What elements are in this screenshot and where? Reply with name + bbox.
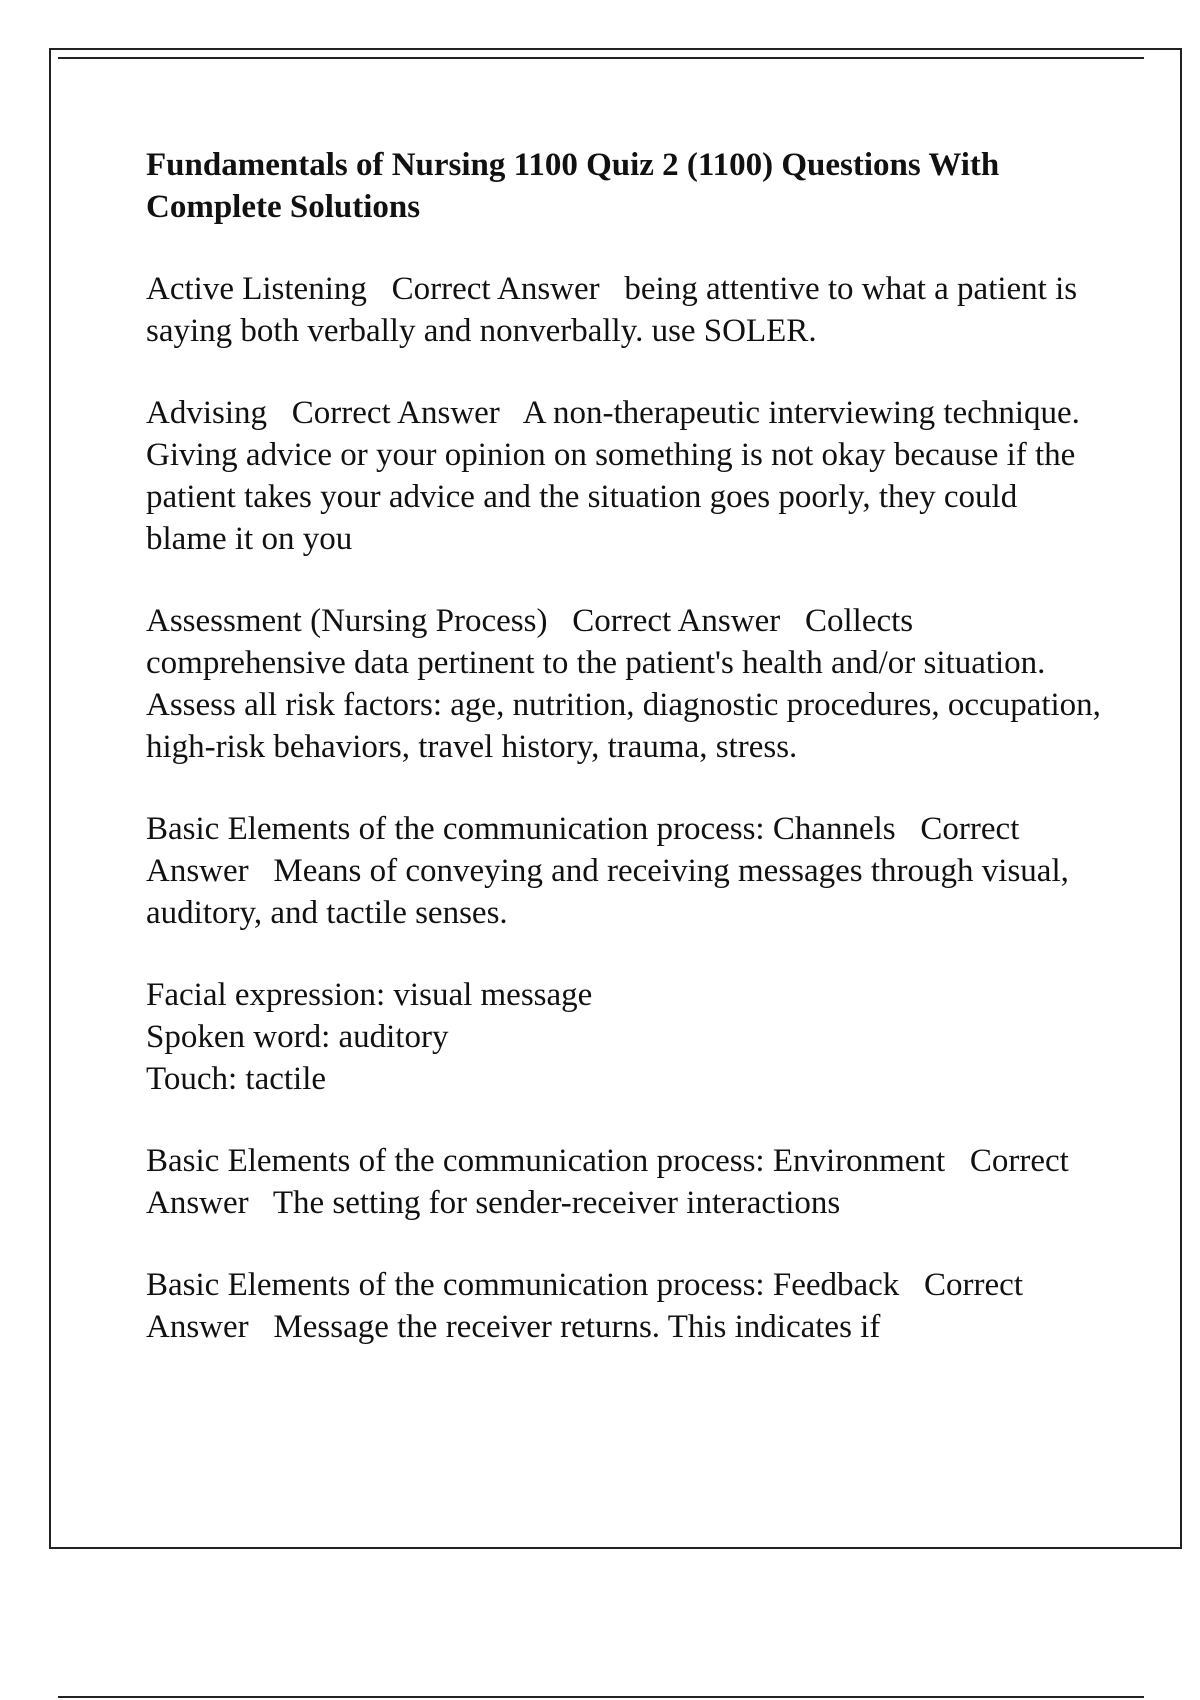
entry-active-listening	[146, 268, 1106, 352]
example-line: Facial expression: visual message	[146, 977, 593, 1013]
entry-answer: Collects comprehensive data pertinent to the patient's health and/or situation. Assess all risk factors: age, nutrition, diagnostic procedures, occupation, high-risk behaviors, travel history, trauma, stress.	[146, 603, 1110, 765]
entry-answer: A non-therapeutic interviewing technique. Giving advice or your opinion on something is not okay because if the patient takes your advice and the situation goes poorly, they could blame it on you	[146, 395, 1089, 557]
entry-term: Basic Elements of the communication process: Channels	[146, 811, 896, 847]
entry-channel-examples	[146, 974, 1106, 1100]
entry-assessment	[146, 600, 1110, 768]
answer-label: Correct Answer	[391, 271, 600, 307]
bottom-rule	[58, 1696, 1144, 1698]
document-title: Fundamentals of Nursing 1100 Quiz 2 (1100) Questions With Complete Solutions	[146, 147, 1000, 225]
entry-channels	[146, 808, 1106, 934]
entry-environment	[146, 1140, 1106, 1224]
answer-label: Correct Answer	[572, 603, 781, 639]
entry-advising	[146, 392, 1106, 560]
entry-term: Advising	[146, 395, 268, 431]
example-line: Spoken word: auditory	[146, 1019, 449, 1055]
entry-term: Assessment (Nursing Process)	[146, 603, 548, 639]
entry-answer: The setting for sender-receiver interactions	[272, 1185, 841, 1221]
example-line: Touch: tactile	[146, 1061, 327, 1097]
document-body	[146, 144, 1110, 1388]
answer-label: Correct Answer	[146, 811, 1026, 889]
top-rule	[58, 57, 1144, 59]
entry-term: Basic Elements of the communication process: Environment	[146, 1143, 946, 1179]
answer-label: Correct Answer	[146, 1143, 1076, 1221]
entry-answer: being attentive to what a patient is saying both verbally and nonverbally. use SOLER.	[146, 271, 1086, 349]
entry-term: Basic Elements of the communication process: Feedback	[146, 1267, 900, 1303]
answer-label: Correct Answer	[146, 1267, 1030, 1345]
entry-answer: Means of conveying and receiving messages through visual, auditory, and tactile senses.	[146, 853, 1078, 931]
entry-term: Active Listening	[146, 271, 367, 307]
entry-feedback	[146, 1264, 1106, 1348]
entry-answer: Message the receiver returns. This indicates if	[273, 1309, 881, 1345]
answer-label: Correct Answer	[291, 395, 500, 431]
